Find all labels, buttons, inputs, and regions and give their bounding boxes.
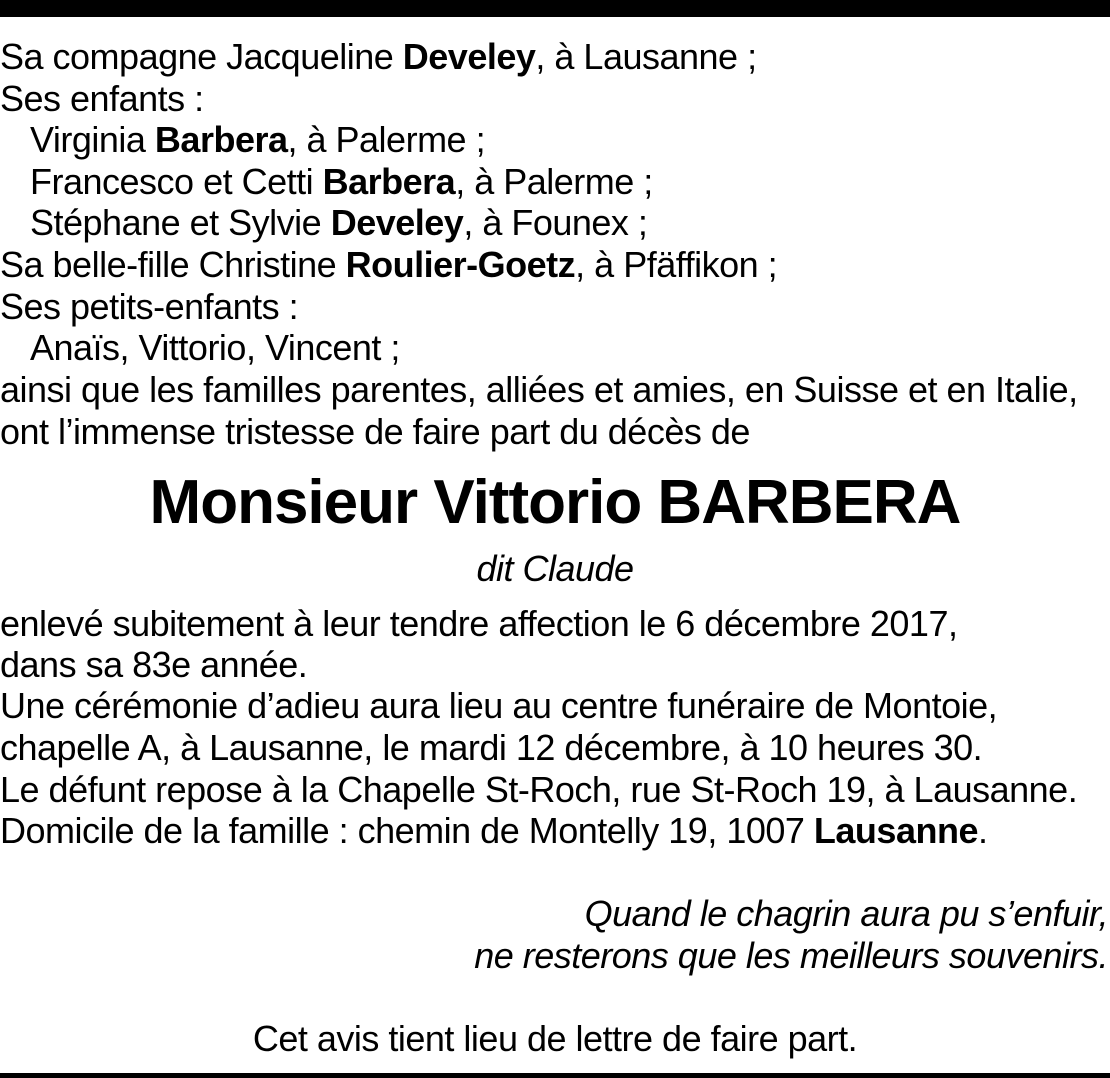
family-line-extended: ainsi que les familles parentes, alliées et amies, en Suisse et en Italie,	[0, 369, 1078, 410]
family-line-children-heading: Ses enfants :	[0, 78, 204, 119]
family-line-grandchildren-heading: Ses petits-enfants :	[0, 286, 299, 327]
announcement-line: ont l’immense tristesse de faire part du décès de	[0, 411, 750, 452]
family-line-daughter-in-law: Sa belle-fille Christine Roulier-Goetz, à Pfäffikon ;	[0, 244, 778, 285]
detail-line-age: dans sa 83e année.	[0, 644, 308, 685]
family-line-grandchildren: Anaïs, Vittorio, Vincent ;	[30, 327, 400, 368]
family-line-child-1: Virginia Barbera, à Palerme ;	[30, 119, 486, 160]
footer-note: Cet avis tient lieu de lettre de faire part.	[252, 1018, 858, 1059]
deceased-name: Monsieur Vittorio BARBERA	[149, 468, 961, 537]
family-line-partner: Sa compagne Jacqueline Develey, à Lausanne ;	[0, 36, 757, 77]
nickname: dit Claude	[476, 548, 634, 589]
detail-line-ceremony: Une cérémonie d’adieu aura lieu au centre funéraire de Montoie,	[0, 685, 998, 726]
quote-line-2: ne resterons que les meilleurs souvenirs.	[474, 935, 1108, 976]
top-rule	[0, 0, 1110, 17]
detail-line-ceremony-time: chapelle A, à Lausanne, le mardi 12 décembre, à 10 heures 30.	[0, 727, 983, 768]
family-line-child-2: Francesco et Cetti Barbera, à Palerme ;	[30, 161, 653, 202]
bottom-rule	[0, 1073, 1110, 1078]
detail-line-domicile: Domicile de la famille : chemin de Montelly 19, 1007 Lausanne.	[0, 810, 988, 851]
detail-line-repose: Le défunt repose à la Chapelle St-Roch, rue St-Roch 19, à Lausanne.	[0, 769, 1078, 810]
family-line-child-3: Stéphane et Sylvie Develey, à Founex ;	[30, 202, 648, 243]
detail-line-death: enlevé subitement à leur tendre affection le 6 décembre 2017,	[0, 603, 958, 644]
quote-line-1: Quand le chagrin aura pu s’enfuir,	[584, 893, 1108, 934]
